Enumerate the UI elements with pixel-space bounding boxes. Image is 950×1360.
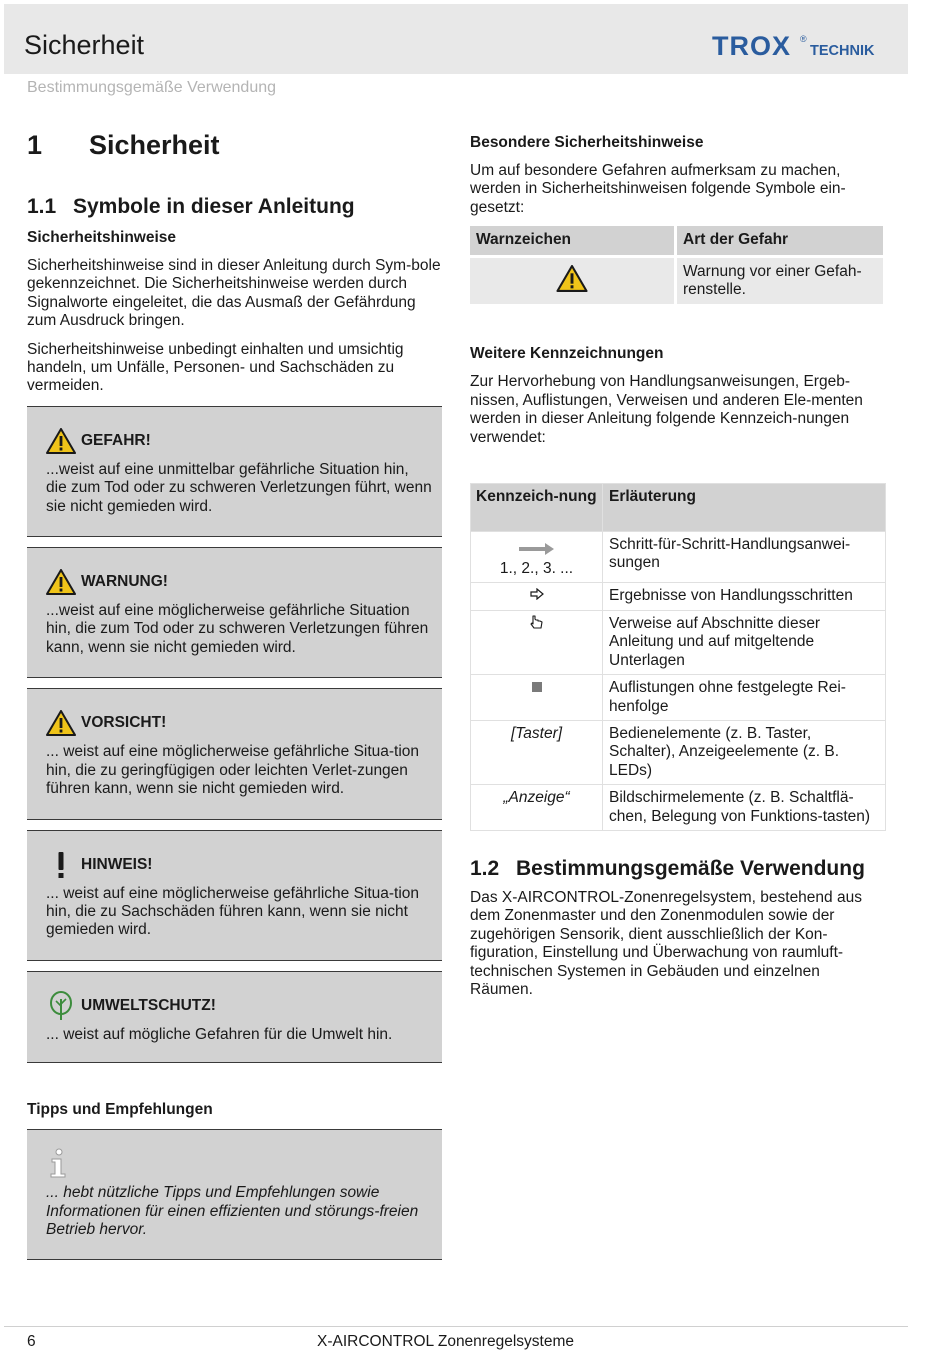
table-cell: Bildschirmelemente (z. B. Schaltflä-chen, Belegung von Funktions-tasten) [603, 785, 886, 831]
weitere-heading: Weitere Kennzeichnungen [470, 345, 664, 363]
logo-text: TROX [712, 31, 792, 61]
notice-vorsicht [27, 688, 442, 819]
section-title: Symbole in dieser Anleitung [73, 195, 355, 218]
notice-label: VORSICHT! [81, 714, 167, 732]
square-bullet-icon [532, 679, 542, 696]
table-row [471, 610, 886, 674]
page-header-subtitle: Bestimmungsgemäße Verwendung [27, 79, 277, 96]
notice-hinweis [27, 830, 442, 961]
table-row [471, 583, 886, 610]
logo-suffix: TECHNIK [810, 43, 875, 59]
table-header-cell: Erläuterung [603, 484, 886, 532]
table-cell [471, 532, 603, 583]
table-cell: Schritt-für-Schritt-Handlungsanwei-sungen [603, 532, 886, 583]
table-cell: Verweise auf Abschnitte dieser Anleitung und auf mitgeltende Unterlagen [603, 610, 886, 674]
warning-triangle-icon [46, 427, 80, 455]
step-mark: 1., 2., 3. ... [499, 560, 574, 578]
section-1-1-heading [27, 195, 442, 219]
table-header-cell: Kennzeich-nung [471, 484, 603, 532]
table-row [471, 675, 886, 721]
page-header-title: Sicherheit [24, 30, 145, 60]
section-title: Bestimmungsgemäße Verwendung [516, 856, 865, 880]
table-row [471, 532, 886, 583]
reference-hand-icon [530, 616, 544, 633]
notice-text: ...weist auf eine unmittelbar gefährliche Situation hin, die zum Tod oder zu schweren Verletzungen führt, wenn sie nicht gemieden wird. [46, 460, 432, 515]
notice-text: ... weist auf mögliche Gefahren für die Umwelt hin. [46, 1025, 393, 1043]
page-number: 6 [27, 1333, 36, 1350]
kennzeichnungen-table [470, 483, 886, 831]
warnzeichen-table [467, 223, 886, 307]
section-number: 1.1 [27, 195, 57, 218]
notice-head [46, 568, 432, 596]
section-title: Sicherheit [89, 130, 220, 160]
notice-head [46, 709, 432, 737]
section-number: 1.2 [470, 856, 500, 880]
table-cell [471, 610, 603, 674]
notice-label: UMWELTSCHUTZ! [81, 996, 216, 1014]
table-row [471, 720, 886, 784]
warning-triangle-icon [46, 709, 80, 737]
table-header-row [471, 484, 886, 532]
trox-logo [712, 30, 882, 62]
paragraph: Sicherheitshinweise unbedingt einhalten und umsichtig handeln, um Unfälle, Personen- und Sachschäden zu vermeiden. [27, 340, 404, 395]
notice-head [46, 427, 432, 455]
footer-divider [4, 1326, 908, 1327]
left-column [27, 130, 442, 1260]
logo-registered-mark: ® [800, 34, 807, 44]
table-header-cell: Art der Gefahr [677, 226, 883, 254]
table-cell: Auflistungen ohne festgelegte Rei-henfolge [603, 675, 886, 721]
warning-triangle-icon [46, 568, 80, 596]
notice-text: ... weist auf eine möglicherweise gefährliche Situa-tion hin, die zu Sachschäden führen kann, wenn sie nicht gemieden wird. [46, 884, 420, 939]
besondere-intro: Um auf besondere Gefahren aufmerksam zu machen, werden in Sicherheitshinweisen folgende Symbole ein-gesetzt: [470, 162, 846, 216]
paragraph: Sicherheitshinweise sind in dieser Anleitung durch Sym-bole gekennzeichnet. Die Sicherheitshinweise werden durch Signalworte eingeleitet, die das Ausmaß der Gefährdung zum Ausdruck bringen. [27, 257, 441, 330]
table-cell: Bedienelemente (z. B. Taster, Schalter), Anzeigeelemente (z. B. LEDs) [603, 720, 886, 784]
table-cell: [Taster] [471, 720, 603, 784]
tips-text: ... hebt nützliche Tipps und Empfehlungen sowie Informationen für einen effizienten und störungs-freien Betrieb hervor. [46, 1184, 419, 1238]
subheading-sicherheitshinweise: Sicherheitshinweise [27, 229, 177, 246]
section-1-2-heading [470, 857, 886, 881]
right-column [470, 134, 886, 999]
notice-head [46, 992, 432, 1020]
table-cell [471, 675, 603, 721]
result-arrow-icon [530, 587, 544, 604]
section-1-2-text: Das X-AIRCONTROL-Zonenregelsystem, bestehend aus dem Zonenmaster und den Zonenmodulen sowie der zugehörigen Sensorik, dient ausschließlich der Kon-figuration, Einstellung und Überwachung von raumluft-technischen Systemen in Gebäuden und einzelnen Räumen. [470, 888, 862, 998]
table-row [471, 785, 886, 831]
table-header-cell: Warnzeichen [470, 226, 674, 254]
notice-label: GEFAHR! [81, 431, 151, 449]
besondere-heading: Besondere Sicherheitshinweise [470, 134, 704, 151]
weitere-intro: Zur Hervorhebung von Handlungsanweisungen, Ergeb-nissen, Auflistungen, Verweisen und anderen Ele-menten werden in dieser Anleitung folgende Kennzeich-nungen verwendet: [470, 373, 863, 446]
table-cell: Warnung vor einer Gefah-renstelle. [677, 258, 883, 305]
step-arrow-icon [476, 540, 597, 558]
table-cell [471, 583, 603, 610]
notice-tips [27, 1129, 442, 1260]
notice-label: HINWEIS! [81, 855, 153, 873]
footer-title: X-AIRCONTROL Zonenregelsysteme [317, 1333, 574, 1350]
warning-triangle-icon [556, 279, 588, 296]
notice-gefahr [27, 406, 442, 537]
exclamation-icon [46, 851, 80, 879]
section-number: 1 [27, 130, 43, 160]
table-cell: Ergebnisse von Handlungsschritten [603, 583, 886, 610]
section-1-heading [27, 130, 442, 161]
notice-label: WARNUNG! [81, 573, 168, 591]
tree-icon [46, 992, 80, 1020]
table-cell [470, 258, 674, 305]
notice-head [46, 1148, 432, 1178]
notice-umweltschutz [27, 971, 442, 1063]
table-row [470, 258, 883, 305]
tips-heading: Tipps und Empfehlungen [27, 1101, 213, 1119]
notice-text: ... weist auf eine möglicherweise gefährliche Situa-tion hin, die zu geringfügigen oder leichten Verlet-zungen führen kann, wenn sie nicht gemieden wird. [46, 743, 420, 798]
notice-warnung [27, 547, 442, 678]
notice-text: ...weist auf eine möglicherweise gefährliche Situation hin, die zum Tod oder zu schweren Verletzungen führen kann, wenn sie nicht gemieden wird. [46, 602, 429, 656]
notice-head [46, 851, 432, 879]
info-icon [46, 1149, 80, 1177]
table-cell: „Anzeige“ [471, 785, 603, 831]
table-header-row [470, 226, 883, 254]
